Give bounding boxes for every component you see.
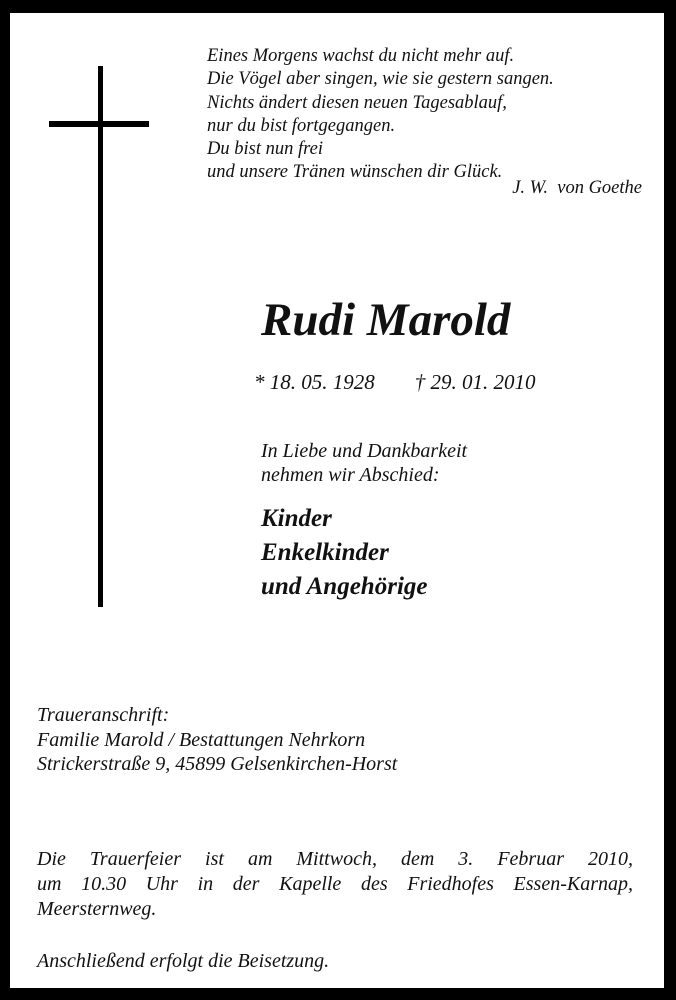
birth-date: * 18. 05. 1928	[254, 370, 375, 394]
address-label: Traueranschrift:	[37, 704, 170, 726]
ceremony-info	[37, 847, 633, 922]
farewell-line: nehmen wir Abschied:	[261, 464, 440, 486]
poem-line: Die Vögel aber singen, wie sie gestern sangen.	[207, 69, 554, 90]
mourning-address	[37, 703, 397, 777]
cross-vertical-bar	[98, 66, 103, 607]
obituary-notice	[10, 13, 664, 988]
poem-line: Nichts ändert diesen neuen Tagesablauf,	[207, 92, 507, 113]
mourner-line: Kinder	[261, 505, 332, 532]
poem-line: nur du bist fortgegangen.	[207, 115, 396, 136]
address-line: Strickerstraße 9, 45899 Gelsenkirchen-Horst	[37, 753, 398, 775]
deceased-name: Rudi Marold	[261, 294, 511, 346]
farewell-line: In Liebe und Dankbarkeit	[261, 440, 468, 462]
poem-line: Du bist nun frei	[207, 139, 323, 160]
mourner-line: und Angehörige	[261, 573, 428, 600]
death-date: † 29. 01. 2010	[414, 370, 536, 394]
farewell-text	[261, 439, 467, 487]
cross-horizontal-bar	[49, 121, 149, 127]
ceremony-line: Meersternweg.	[37, 898, 157, 920]
poem	[207, 45, 554, 185]
mourner-line: Enkelkinder	[261, 539, 389, 566]
poem-line: und unsere Tränen wünschen dir Glück.	[207, 162, 503, 183]
poem-line: Eines Morgens wachst du nicht mehr auf.	[207, 46, 515, 66]
address-line: Familie Marold / Bestattungen Nehrkorn	[37, 728, 366, 751]
life-dates	[254, 370, 536, 395]
ceremony-line: um 10.30 Uhr in der Kapelle des Friedhofes Essen-Karnap,	[37, 873, 633, 895]
poem-author: J. W. von Goethe	[512, 178, 642, 198]
mourners	[261, 502, 427, 604]
ceremony-line: Die Trauerfeier ist am Mittwoch, dem 3. Februar 2010,	[37, 848, 633, 870]
burial-info: Anschließend erfolgt die Beisetzung.	[37, 950, 330, 972]
